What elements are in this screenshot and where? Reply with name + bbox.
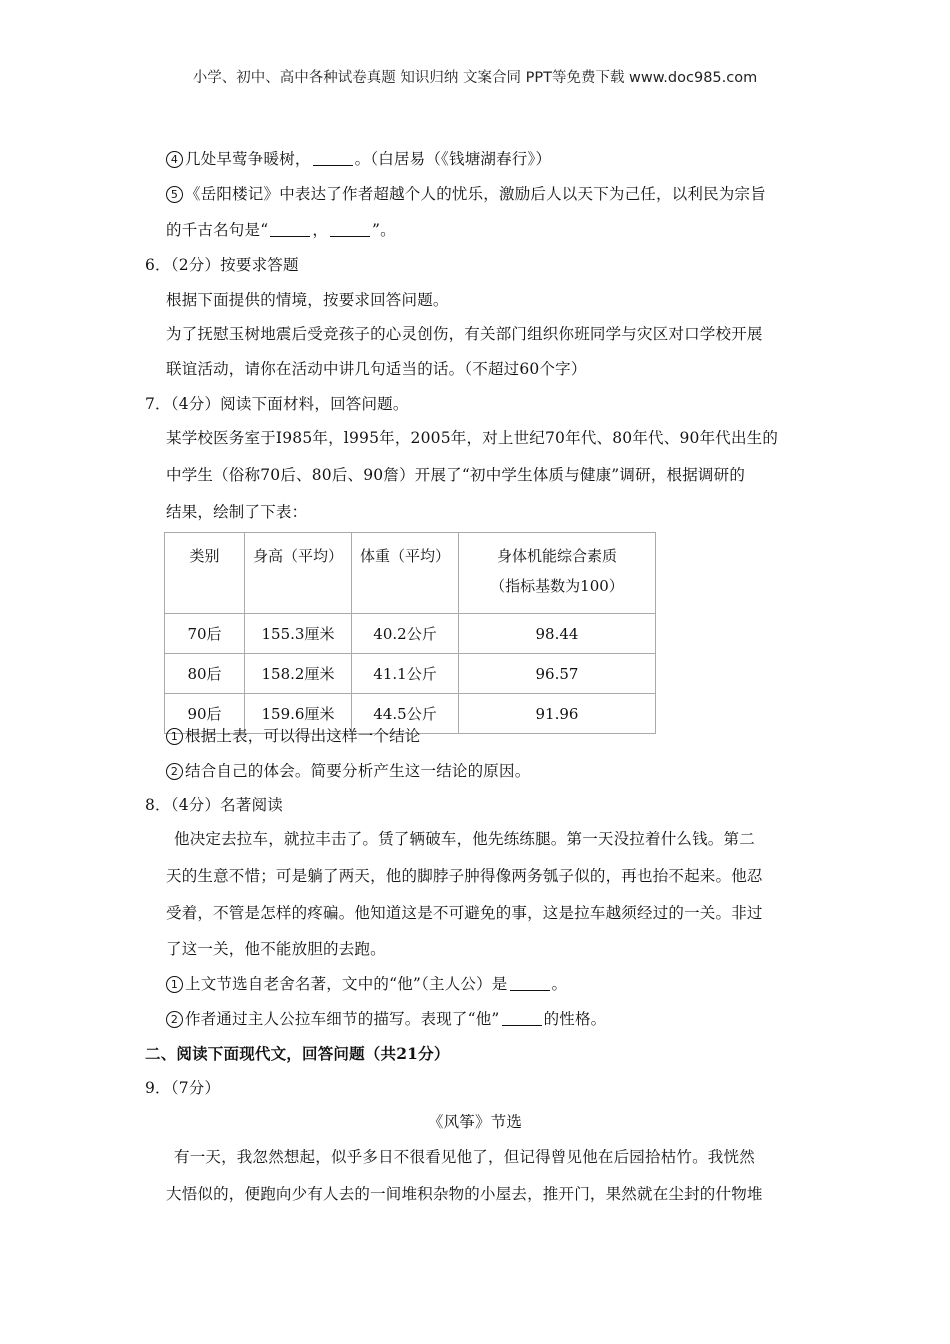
q8-para-line: 天的生意不惜；可是躺了两天，他的脚脖子肿得像两务瓠子似的，再也抬不起来。他忍 bbox=[166, 867, 763, 885]
q7-line: 结果，绘制了下表： bbox=[166, 503, 308, 521]
q8-para-line: 了这一关，他不能放胆的去跑。 bbox=[166, 940, 386, 958]
circled-number: 2 bbox=[166, 1011, 183, 1028]
answer-blank bbox=[502, 1011, 542, 1026]
answer-blank bbox=[313, 151, 353, 166]
passage-title: 《风筝》节选 bbox=[427, 1113, 523, 1131]
q6-line: 联谊活动，请你在活动中讲几句适当的话。（不超过60个字） bbox=[166, 360, 587, 378]
q7-heading: 7．（4分）阅读下面材料，回答问题。 bbox=[145, 395, 409, 413]
header-cell: 身高（平均） bbox=[245, 533, 352, 614]
q6-line: 为了抚慰玉树地震后受竞孩子的心灵创伤，有关部门组织你班同学与灾区对口学校开展 bbox=[166, 325, 763, 343]
q8-sub1: 1 上文节选自老舍名著，文中的“他”（主人公）是 。 bbox=[166, 974, 567, 994]
answer-blank bbox=[330, 222, 370, 237]
q7-line: 某学校医务室于I985年，l995年，2005年，对上世纪70年代、80年代、90年代出生的 bbox=[166, 429, 779, 447]
table-row: 80后 158.2厘米 41.1公斤 96.57 bbox=[165, 654, 656, 694]
section-title: 二、阅读下面现代文，回答问题（共21分） bbox=[145, 1044, 450, 1063]
header-cell: 身体机能综合素质 （指标基数为100） bbox=[459, 533, 656, 614]
passage-line: 大悟似的，便跑向少有人去的一间堆积杂物的小屋去，推开门，果然就在尘封的什物堆 bbox=[166, 1185, 763, 1203]
q8-sub2: 2 作者通过主人公拉车细节的描写。表现了“他” 的性格。 bbox=[166, 1009, 606, 1029]
answer-blank bbox=[510, 976, 550, 991]
q5-item5-cont: 的千古名句是“ ， ”。 bbox=[166, 221, 396, 239]
q9-heading: 9．（7分） bbox=[145, 1079, 221, 1097]
table-row: 70后 155.3厘米 40.2公斤 98.44 bbox=[165, 614, 656, 654]
q8-para-line: 他决定去拉车，就拉丰击了。赁了辆破车，他先练练腿。第一天没拉着什么钱。第二 bbox=[174, 830, 755, 848]
circled-number: 5 bbox=[166, 186, 183, 203]
table-header-row bbox=[165, 533, 656, 614]
q8-heading: 8．（4分）名著阅读 bbox=[145, 796, 283, 814]
q7-sub1: 1 根据上表，可以得出这样一个结论 bbox=[166, 726, 421, 746]
q8-para-line: 受着，不管是怎样的疼碥。他知道这是不可避免的事，这是拉车越须经过的一关。非过 bbox=[166, 904, 763, 922]
q7-sub2: 2 结合自己的体会。简要分析产生这一结论的原因。 bbox=[166, 761, 530, 781]
q6-heading: 6．（2分）按要求答题 bbox=[145, 256, 299, 274]
answer-blank bbox=[270, 222, 310, 237]
circled-number: 1 bbox=[166, 976, 183, 993]
q7-line: 中学生（俗称70后、80后、90詹）开展了“初中学生体质与健康”调研，根据调研的 bbox=[166, 466, 746, 484]
page-header: 小学、初中、高中各种试卷真题 知识归纳 文案合同 PPT等免费下载 www.doc985.com bbox=[192, 70, 758, 86]
health-table bbox=[164, 532, 656, 734]
circled-number: 2 bbox=[166, 763, 183, 780]
circled-number: 1 bbox=[166, 728, 183, 745]
table-row: 90后 159.6厘米 44.5公斤 91.96 bbox=[165, 694, 656, 734]
q5-item5: 5 《岳阳楼记》中表达了作者超越个人的忧乐，激励后人以天下为己任，以利民为宗旨 bbox=[166, 184, 766, 204]
passage-line: 有一天，我忽然想起，似乎多日不很看见他了，但记得曾见他在后园拾枯竹。我恍然 bbox=[174, 1148, 755, 1166]
header-cell: 体重（平均） bbox=[352, 533, 459, 614]
q5-item4: 4 几处早莺争暖树， 。（白居易（《钱塘湖春行》） bbox=[166, 149, 551, 169]
header-cell: 类别 bbox=[165, 533, 245, 614]
q6-line: 根据下面提供的情境，按要求回答问题。 bbox=[166, 291, 449, 309]
circled-number: 4 bbox=[166, 151, 183, 168]
